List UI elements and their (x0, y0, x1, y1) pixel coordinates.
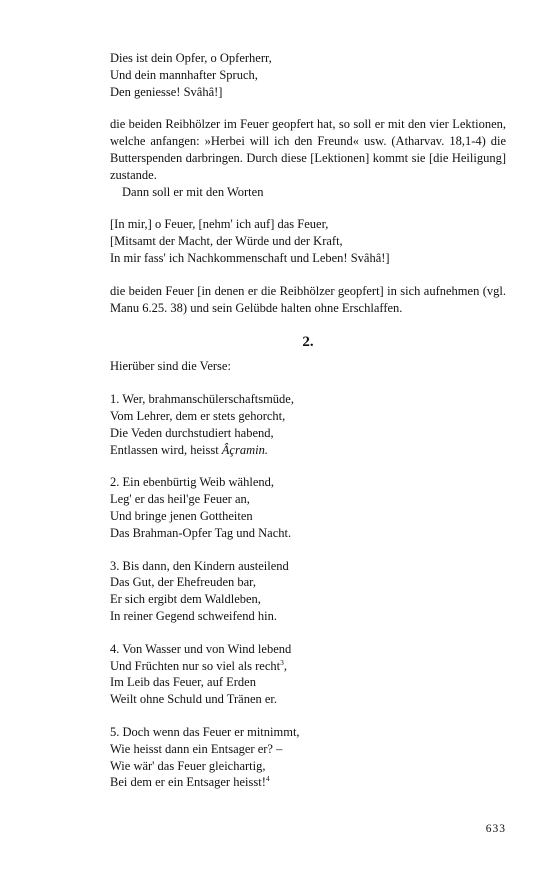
verse-3-line-2: Das Gut, der Ehefreuden bar, (110, 575, 256, 590)
page-number: 633 (485, 823, 506, 835)
verse-4-line-2-suffix: , (283, 658, 287, 673)
fire-verse-line-3: In mir fass' ich Nachkommenschaft und Leben! Svâhâ!] (110, 250, 390, 265)
paragraph-reibhoelzer-text: die beiden Reibhölzer im Feuer geopfert hat, so soll er mit den vier Lektionen, welche anfangen: »Herbei will ich den Freund« usw. (Atharvav. 18,1-4) die Butterspenden darbringen. Durch diese [Lektionen] kommt sie [die Heiligung] zustande. (110, 117, 506, 182)
verse-1 (110, 391, 506, 458)
paragraph-feuer: die beiden Feuer [in denen er die Reibhölzer geopfert] in sich aufnehmen (vgl. Manu 6.25. 38) und sein Gelübde halten ohne Erschlaffen. (110, 283, 506, 315)
paragraph-reibhoelzer-continuation: Dann soll er mit den Worten (122, 184, 264, 199)
verse-3-line-3: Er sich ergibt dem Waldleben, (110, 592, 261, 607)
verse-5-line-3: Wie wär' das Feuer gleichartig, (110, 758, 266, 773)
verse-5-line-1: 5. Doch wenn das Feuer er mitnimmt, (110, 724, 300, 739)
verse-3-line-4: In reiner Gegend schweifend hin. (110, 608, 277, 623)
verse-1-line-1: 1. Wer, brahmanschülerschaftsmüde, (110, 392, 294, 407)
footnote-marker-3: 3 (280, 657, 284, 667)
page-content (110, 50, 506, 791)
fire-verse (110, 216, 506, 266)
verse-4-line-1: 4. Von Wasser und von Wind lebend (110, 641, 292, 656)
opening-verse-line-3: Den geniesse! Svâhâ!] (110, 84, 223, 99)
opening-verse (110, 50, 506, 100)
section-heading: 2. (302, 334, 314, 351)
verse-4 (110, 641, 506, 708)
verse-2 (110, 474, 506, 541)
verse-3 (110, 558, 506, 625)
intro-line-block (110, 358, 506, 375)
verse-1-line-4 (110, 442, 506, 459)
opening-verse-line-1: Dies ist dein Opfer, o Opferherr, (110, 51, 272, 65)
verse-1-line-4-prefix: Entlassen wird, heisst (110, 442, 222, 457)
verse-2-line-3: Und bringe jenen Gottheiten (110, 508, 253, 523)
verse-4-line-2 (110, 658, 506, 675)
paragraph-reibhoelzer (110, 116, 506, 200)
intro-line: Hierüber sind die Verse: (110, 359, 231, 374)
verse-2-line-2: Leg' er das heil'ge Feuer an, (110, 492, 250, 507)
verse-1-line-2: Vom Lehrer, dem er stets gehorcht, (110, 408, 286, 423)
verse-4-line-2-text: Und Früchten nur so viel als recht (110, 658, 281, 673)
verse-3-line-1: 3. Bis dann, den Kindern austeilend (110, 558, 289, 573)
opening-verse-line-2: Und dein mannhafter Spruch, (110, 67, 258, 82)
verse-4-line-3: Im Leib das Feuer, auf Erden (110, 675, 256, 690)
fire-verse-line-2: [Mitsamt der Macht, der Würde und der Kraft, (110, 234, 343, 249)
verse-5 (110, 724, 506, 791)
verse-1-line-3: Die Veden durchstudiert habend, (110, 425, 274, 440)
footnote-marker-4: 4 (265, 774, 270, 784)
verse-2-line-4: Das Brahman-Opfer Tag und Nacht. (110, 525, 292, 540)
verse-5-line-4-text: Bei dem er ein Entsager heisst! (110, 775, 266, 790)
verse-1-term-acramin: Âçramin. (221, 442, 268, 457)
verse-5-line-2: Wie heisst dann ein Entsager er? – (110, 741, 283, 756)
verse-4-line-4: Weilt ohne Schuld und Tränen er. (110, 692, 278, 707)
fire-verse-line-1: [In mir,] o Feuer, [nehm' ich auf] das Feuer, (110, 217, 329, 232)
verse-2-line-1: 2. Ein ebenbürtig Weib wählend, (110, 475, 275, 490)
verse-5-line-4 (110, 774, 506, 791)
